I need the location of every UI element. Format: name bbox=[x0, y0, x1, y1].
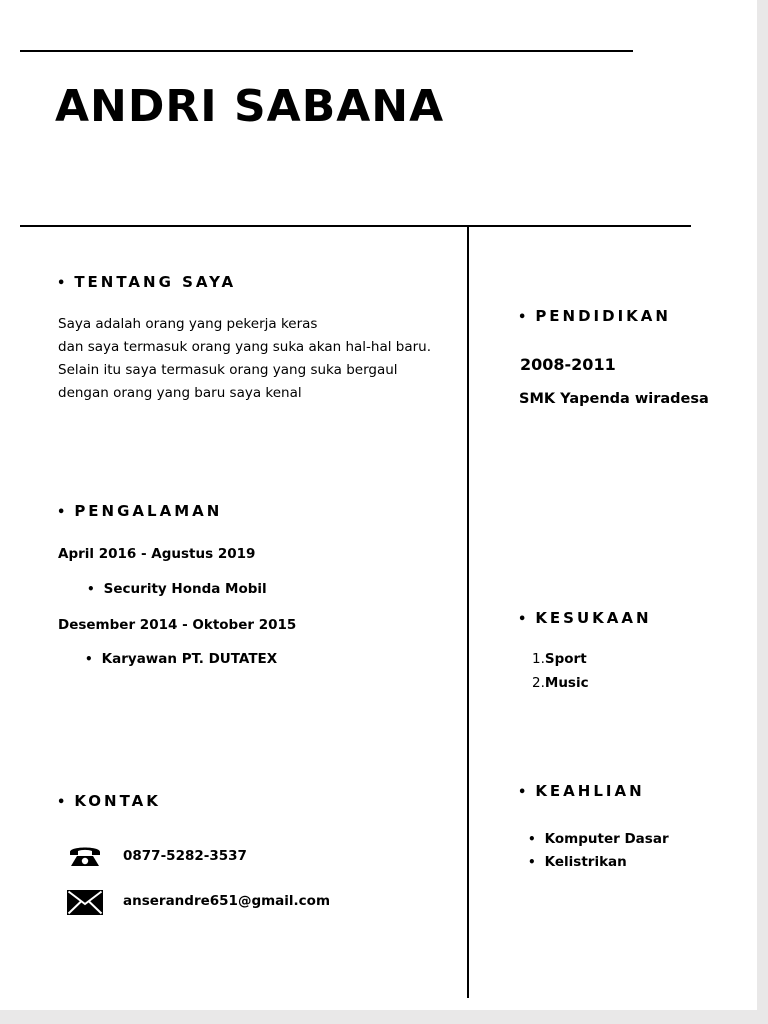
bullet: • bbox=[57, 795, 66, 810]
bullet: • bbox=[518, 785, 527, 800]
education-years: 2008-2011 bbox=[520, 355, 616, 374]
column-divider bbox=[467, 226, 469, 998]
bullet: • bbox=[528, 855, 536, 869]
bullet: • bbox=[87, 582, 95, 596]
bullet: • bbox=[57, 276, 66, 291]
hobby-number: 2. bbox=[532, 675, 545, 691]
contact-heading-label: KONTAK bbox=[74, 792, 161, 810]
hobbies-heading bbox=[518, 608, 652, 630]
mail-icon bbox=[67, 890, 103, 915]
experience-heading-label: PENGALAMAN bbox=[74, 502, 223, 520]
skill-item bbox=[528, 853, 627, 871]
hobbies-heading-label: KESUKAAN bbox=[535, 609, 652, 627]
education-heading bbox=[518, 306, 671, 328]
person-name: ANDRI SABANA bbox=[55, 81, 445, 132]
experience-role-label: Security Honda Mobil bbox=[103, 581, 267, 597]
bullet: • bbox=[518, 612, 527, 627]
experience-period: April 2016 - Agustus 2019 bbox=[58, 546, 256, 562]
skill-item bbox=[528, 830, 669, 848]
hobby-number: 1. bbox=[532, 651, 545, 667]
education-school: SMK Yapenda wiradesa bbox=[519, 391, 709, 407]
bullet: • bbox=[85, 652, 93, 666]
bullet: • bbox=[528, 832, 536, 846]
header-divider bbox=[20, 225, 691, 227]
contact-email: anserandre651@gmail.com bbox=[123, 893, 331, 909]
about-heading bbox=[57, 272, 236, 294]
hobby-item bbox=[532, 650, 587, 668]
phone-icon bbox=[68, 844, 102, 868]
skill-label: Kelistrikan bbox=[544, 854, 627, 870]
about-heading-label: TENTANG SAYA bbox=[74, 273, 237, 291]
about-line: dan saya termasuk orang yang suka akan hal-hal baru. bbox=[58, 339, 432, 355]
about-text bbox=[58, 313, 431, 405]
bullet: • bbox=[57, 505, 66, 520]
about-line: Saya adalah orang yang pekerja keras bbox=[58, 316, 318, 332]
education-heading-label: PENDIDIKAN bbox=[535, 307, 671, 325]
about-line: dengan orang yang baru saya kenal bbox=[58, 385, 302, 401]
top-rule bbox=[20, 50, 633, 52]
hobby-label: Music bbox=[544, 675, 589, 691]
bullet: • bbox=[518, 310, 527, 325]
experience-role-label: Karyawan PT. DUTATEX bbox=[101, 651, 278, 667]
experience-heading bbox=[57, 501, 222, 523]
hobby-item bbox=[532, 674, 589, 692]
experience-role bbox=[87, 580, 267, 598]
about-line: Selain itu saya termasuk orang yang suka bergaul bbox=[58, 362, 398, 378]
skills-heading bbox=[518, 781, 645, 803]
skills-heading-label: KEAHLIAN bbox=[535, 782, 645, 800]
hobby-label: Sport bbox=[544, 651, 587, 667]
experience-role bbox=[85, 650, 277, 668]
contact-heading bbox=[57, 791, 161, 813]
experience-period: Desember 2014 - Oktober 2015 bbox=[58, 617, 297, 633]
contact-phone: 0877-5282-3537 bbox=[123, 848, 247, 864]
skill-label: Komputer Dasar bbox=[544, 831, 669, 847]
